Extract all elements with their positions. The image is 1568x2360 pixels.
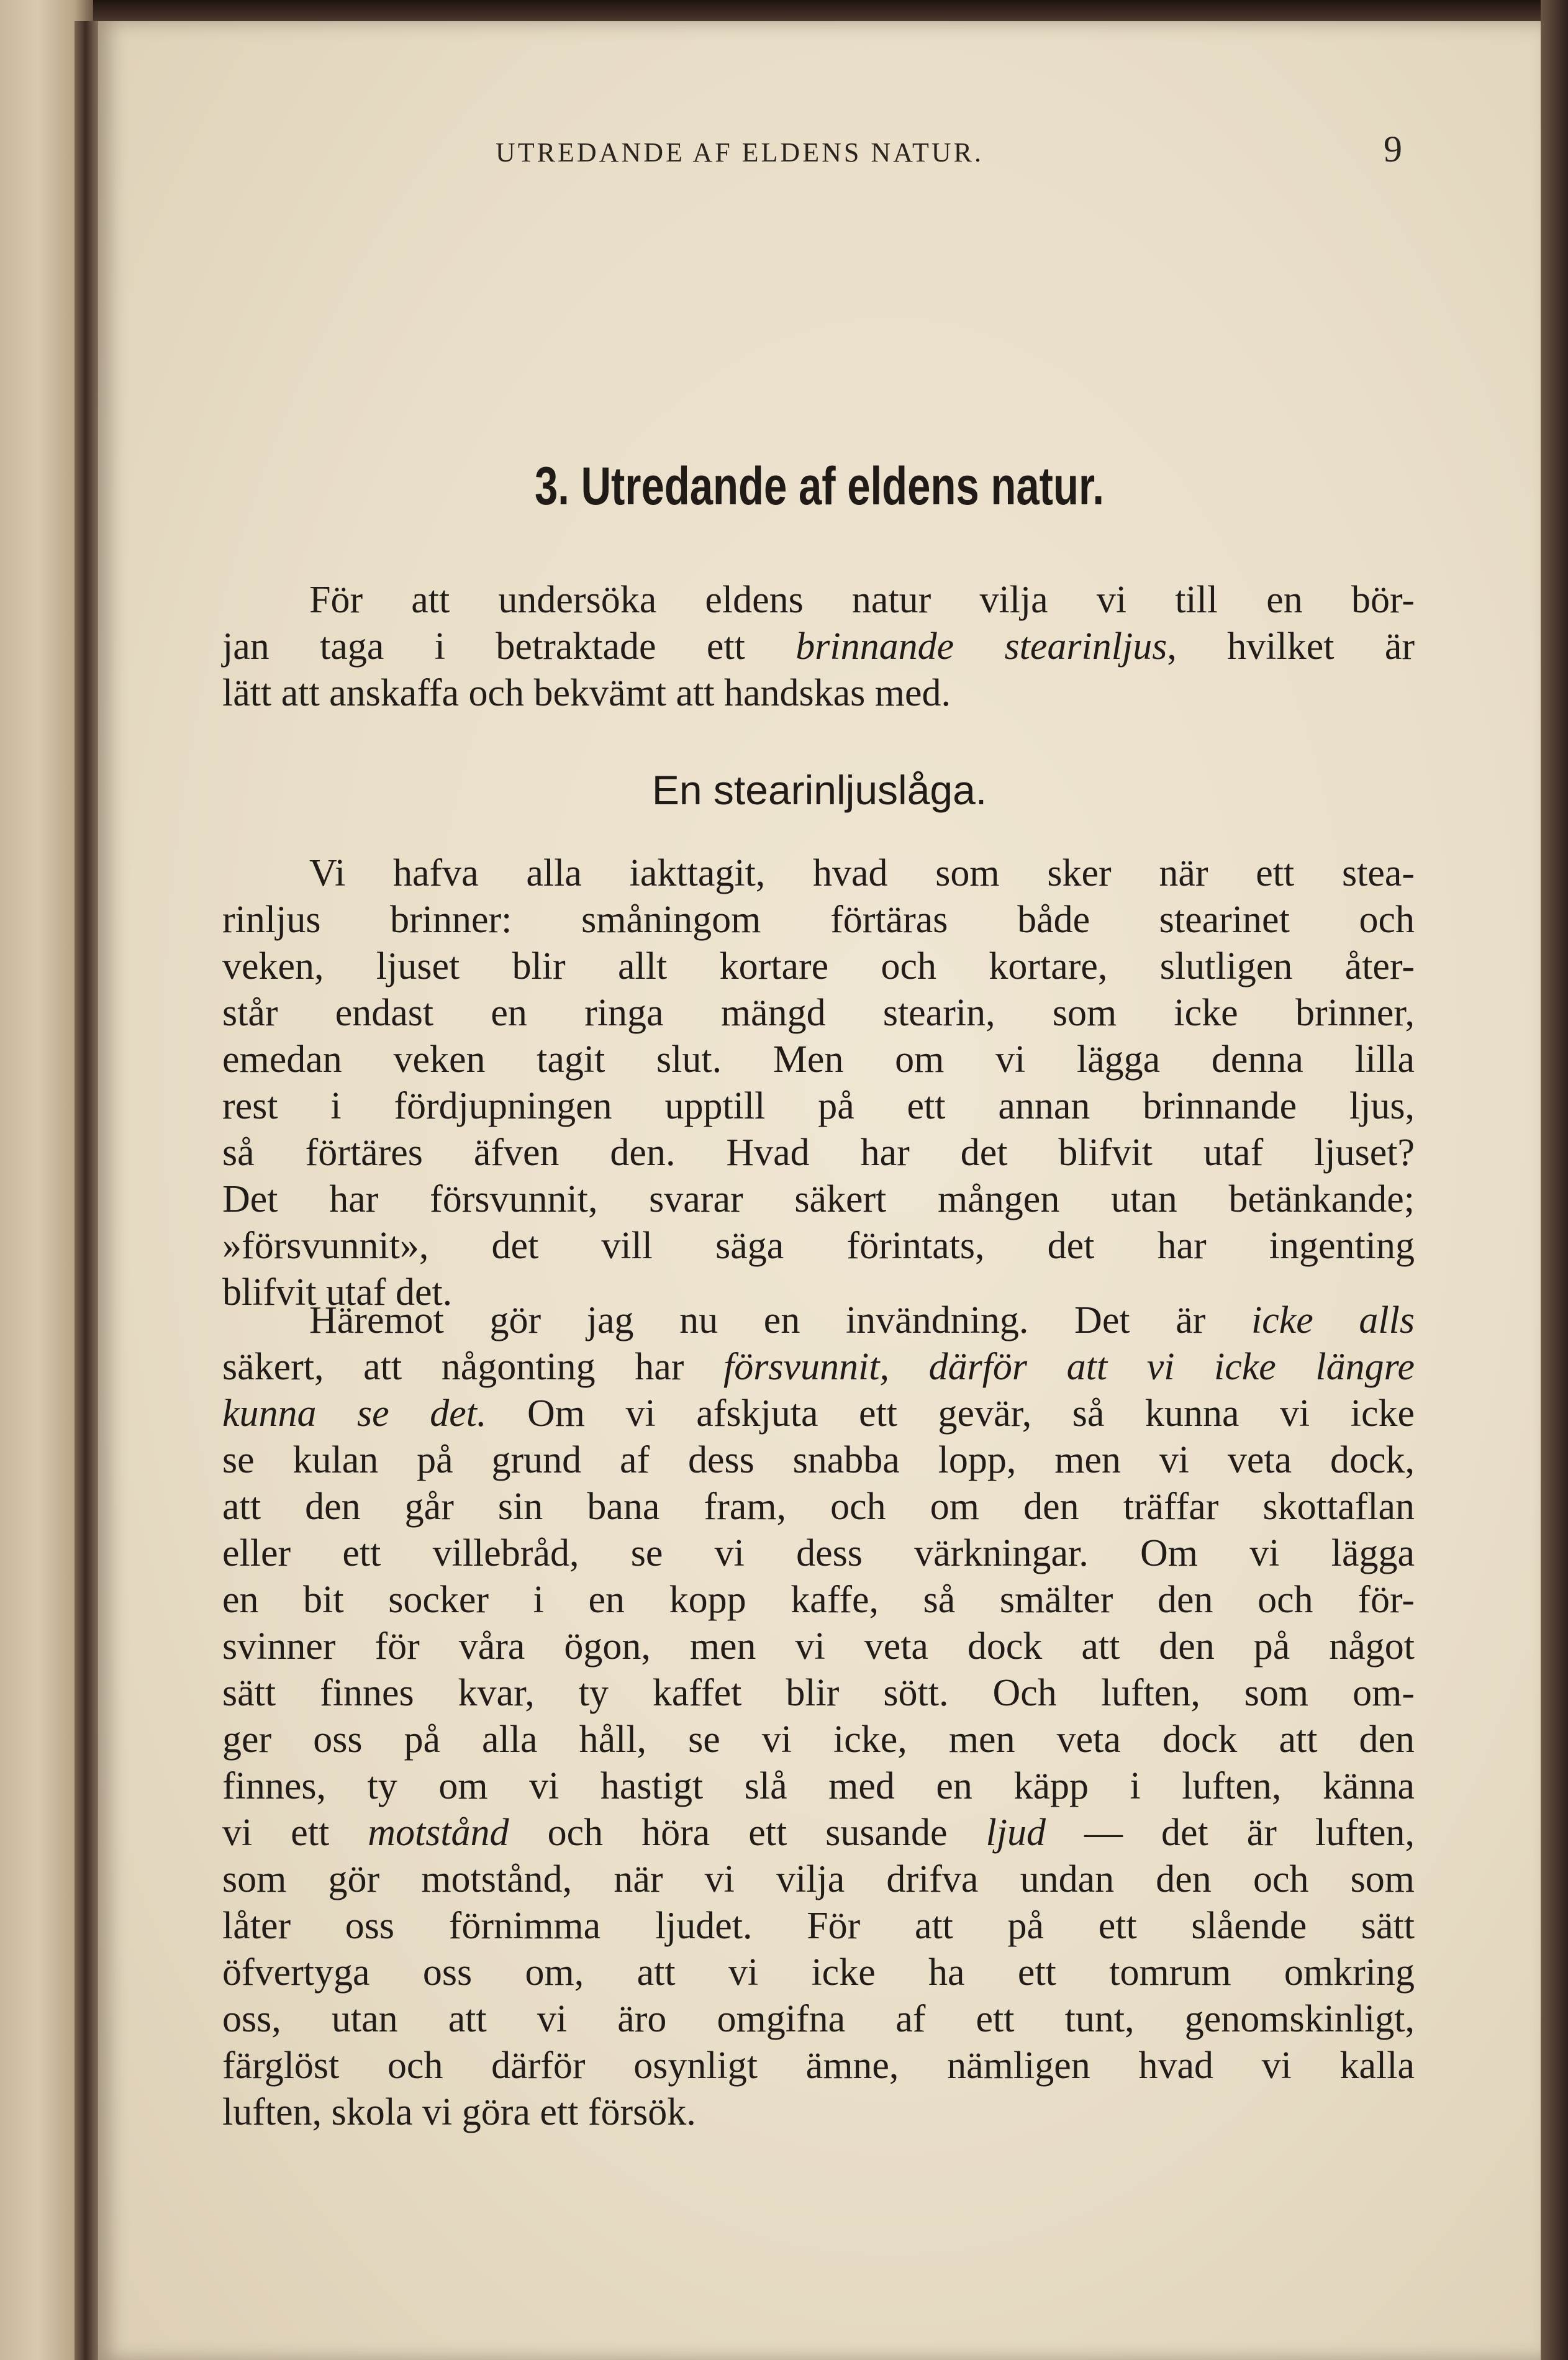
text-line: rinljus brinner: småningom förtäras både stearinet och [222, 899, 1415, 941]
book-page [98, 21, 1541, 2360]
text-line: Vi hafva alla iakttagit, hvad som sker när ett stea- [309, 852, 1415, 894]
intro-paragraph [222, 577, 1415, 717]
text-line: en bit socker i en kopp kaffe, så smälter den och för- [222, 1579, 1415, 1621]
text-line: ger oss på alla håll, se vi icke, men veta dock att den [222, 1718, 1415, 1761]
text-line: Det har försvunnit, svarar säkert mången utan betänkande; [222, 1178, 1415, 1220]
text-line: vi ett motstånd och höra ett susande ljud — det är luften, [222, 1812, 1415, 1854]
running-title: UTREDANDE AF ELDENS NATUR. [496, 137, 984, 168]
book-gutter [75, 21, 99, 2360]
text-line: låter oss förnimma ljudet. För att på ett slående sätt [222, 1905, 1415, 1947]
text-line: »försvunnit», det vill säga förintats, det har ingenting [222, 1225, 1415, 1267]
italic-phrase: icke alls [1251, 1299, 1415, 1341]
top-shadow-band [0, 0, 1568, 21]
text-line: öfvertyga oss om, att vi icke ha ett tomrum omkring [222, 1951, 1415, 1994]
paragraph-1 [222, 850, 1415, 1316]
text-line: Häremot gör jag nu en invändning. Det är icke alls [309, 1299, 1415, 1341]
text-line: För att undersöka eldens natur vilja vi till en bör- [309, 579, 1415, 621]
text-line: luften, skola vi göra ett försök. [222, 2091, 696, 2133]
text-line: emedan veken tagit slut. Men om vi lägga denna lilla [222, 1038, 1415, 1081]
text-line: som gör motstånd, när vi vilja drifva undan den och som [222, 1858, 1415, 1900]
text-line: rest i fördjupningen upptill på ett annan brinnande ljus, [222, 1085, 1415, 1127]
text-line: svinner för våra ögon, men vi veta dock att den på något [222, 1625, 1415, 1668]
text-line: blifvit utaf det. [222, 1271, 453, 1314]
text-line: säkert, att någonting har försvunnit, därför att vi icke längre [222, 1346, 1415, 1388]
text-line: färglöst och därför osynligt ämne, nämligen hvad vi kalla [222, 2045, 1415, 2087]
text-line: eller ett villebråd, se vi dess värkningar. Om vi lägga [222, 1532, 1415, 1574]
text-line: står endast en ringa mängd stearin, som icke brinner, [222, 992, 1415, 1034]
text-line: att den går sin bana fram, och om den träffar skottaflan [222, 1486, 1415, 1528]
italic-phrase: motstånd [368, 1812, 509, 1854]
paragraph-2 [222, 1297, 1415, 2136]
text-line: finnes, ty om vi hastigt slå med en käpp i luften, känna [222, 1765, 1415, 1807]
text-line: se kulan på grund af dess snabba lopp, men vi veta dock, [222, 1439, 1415, 1481]
text-line: jan taga i betraktade ett brinnande stearinljus, hvilket är [222, 625, 1415, 668]
text-line: sätt finnes kvar, ty kaffet blir sött. Och luften, som om- [222, 1672, 1415, 1714]
chapter-title: 3. Utredande af eldens natur. [534, 456, 1105, 516]
text-line: så förtäres äfven den. Hvad har det blifvit utaf ljuset? [222, 1132, 1415, 1174]
text-line: lätt att anskaffa och bekvämt att handskas med. [222, 672, 951, 714]
text-line: oss, utan att vi äro omgifna af ett tunt, genomskinligt, [222, 1998, 1415, 2040]
text-line: kunna se det. Om vi afskjuta ett gevär, så kunna vi icke [222, 1392, 1415, 1435]
right-page-edge [1541, 0, 1568, 2360]
text-line: veken, ljuset blir allt kortare och kortare, slutligen åter- [222, 945, 1415, 987]
italic-phrase: kunna se det. [222, 1392, 487, 1435]
section-heading: En stearinljuslåga. [651, 767, 987, 813]
running-head [496, 125, 1402, 175]
page-number: 9 [1384, 129, 1402, 170]
italic-phrase: ljud [986, 1812, 1046, 1854]
italic-phrase: brinnande stearinljus [795, 625, 1167, 668]
italic-phrase: försvunnit, därför att vi icke längre [723, 1346, 1415, 1388]
